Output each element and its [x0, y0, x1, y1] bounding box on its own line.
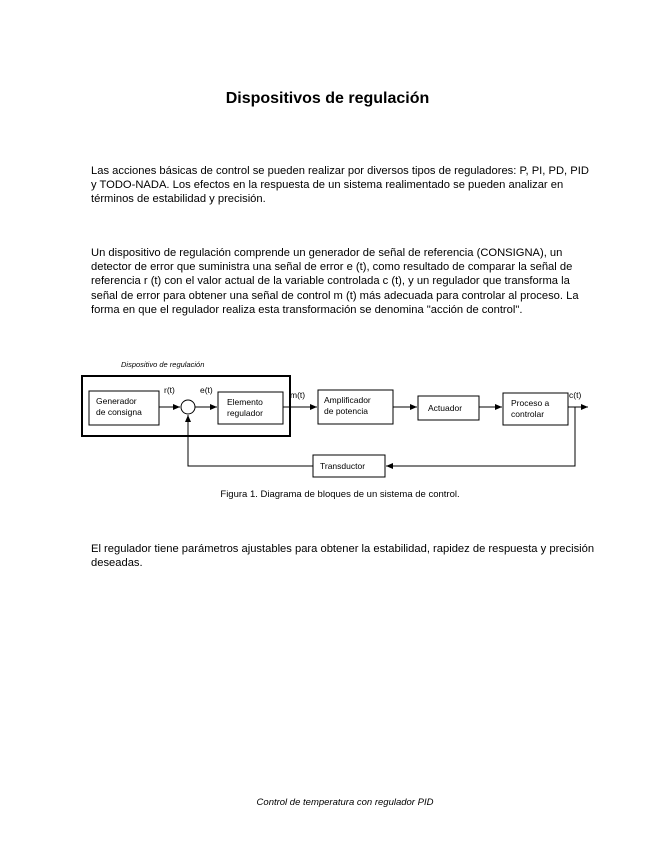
process-label-line2: controlar [511, 409, 545, 419]
figure-caption: Figura 1. Diagrama de bloques de un sistema de control. [220, 489, 460, 500]
page-footer: Control de temperatura con regulador PID [256, 797, 434, 808]
generator-label-line2: de consigna [96, 407, 142, 417]
regulator-label-line1: Elemento [227, 397, 263, 407]
regulator-label-line2: regulador [227, 408, 263, 418]
summing-junction [181, 400, 195, 414]
signal-control-label: m(t) [290, 390, 306, 400]
block-diagram [0, 355, 655, 485]
signal-output-label: c(t) [569, 390, 582, 400]
transducer-label: Transductor [320, 461, 366, 471]
amplifier-label-line2: de potencia [324, 406, 368, 416]
process-label-line1: Proceso a [511, 398, 550, 408]
description-paragraph: Un dispositivo de regulación comprende un generador de señal de referencia (CONSIGNA), un detector de error que suministra una señal de error e (t), como resultado de comparar la señal de referencia r (t) con el valor actual de la variable controlada c (t), y un regulador que transforma la señal de error para obtener una señal de control m (t) más adecuada para controlar al proceso. La forma en que el regulador realiza esta transformación se denomina "acción de control". [91, 247, 579, 316]
regulation-device-label: Dispositivo de regulación [121, 360, 205, 369]
generator-label-line1: Generador [96, 396, 137, 406]
amplifier-label-line1: Amplificador [324, 395, 371, 405]
signal-error-label: e(t) [200, 385, 213, 395]
conclusion-paragraph: El regulador tiene parámetros ajustables para obtener la estabilidad, rapidez de respuesta y precisión deseadas. [91, 543, 595, 570]
page-title: Dispositivos de regulación [225, 90, 430, 107]
signal-reference-label: r(t) [164, 385, 175, 395]
intro-paragraph: Las acciones básicas de control se pueden realizar por diversos tipos de reguladores: P, PI, PD, PID y TODO-NADA. Los efectos en la respuesta de un sistema realimentado se pueden analizar en términos de estabilidad y precisión. [91, 165, 589, 206]
actuator-label: Actuador [428, 403, 463, 413]
